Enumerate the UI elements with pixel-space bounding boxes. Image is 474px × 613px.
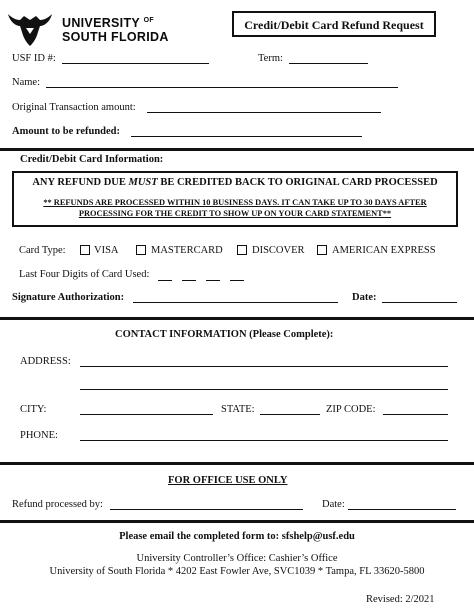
discover-label: DISCOVER <box>252 245 305 256</box>
phone-field[interactable] <box>80 440 448 441</box>
office-date-label: Date: <box>322 499 345 510</box>
office-name: University Controller’s Office: Cashier’s Office <box>136 553 338 564</box>
term-field[interactable] <box>289 63 368 64</box>
divider <box>0 317 474 320</box>
refund-notice-box <box>12 171 458 227</box>
form-title-box <box>232 11 436 37</box>
amex-label: AMERICAN EXPRESS <box>332 245 436 256</box>
card-type-label: Card Type: <box>19 245 66 256</box>
discover-checkbox[interactable] <box>237 245 247 255</box>
state-label: STATE: <box>221 404 255 415</box>
address-field-line2[interactable] <box>80 389 448 390</box>
university-name-line1: UNIVERSITY $^{OF}$ <box>62 16 154 30</box>
signature-label: Signature Authorization: <box>12 292 125 303</box>
divider <box>0 148 474 151</box>
usf-id-field[interactable] <box>62 63 209 64</box>
divider <box>0 462 474 465</box>
visa-label: VISA <box>94 245 119 256</box>
amex-checkbox[interactable] <box>317 245 327 255</box>
university-name-line2: SOUTH FLORIDA <box>62 30 169 44</box>
city-label: CITY: <box>20 404 47 415</box>
office-date-field[interactable] <box>348 509 456 510</box>
last-four-digit-3[interactable] <box>206 280 220 281</box>
refund-amount-field[interactable] <box>131 136 362 137</box>
mastercard-checkbox[interactable] <box>136 245 146 255</box>
last-four-digit-2[interactable] <box>182 280 196 281</box>
last-four-digit-1[interactable] <box>158 280 172 281</box>
refund-amount-label: Amount to be refunded: <box>12 126 121 137</box>
zip-label: ZIP CODE: <box>326 404 376 415</box>
city-field[interactable] <box>80 414 213 415</box>
address-label: ADDRESS: <box>20 356 71 367</box>
zip-field[interactable] <box>383 414 448 415</box>
email-instructions: Please email the completed form to: sfshelp@usf.edu <box>119 531 355 542</box>
visa-checkbox[interactable] <box>80 245 90 255</box>
refund-notice-line3: PROCESSING FOR THE CREDIT TO SHOW UP ON YOUR CARD STATEMENT** <box>78 209 392 218</box>
contact-heading: CONTACT INFORMATION (Please Complete): <box>115 329 334 340</box>
phone-label: PHONE: <box>20 430 58 441</box>
signature-date-label: Date: <box>352 292 377 303</box>
refund-notice-line2: ** REFUNDS ARE PROCESSED WITHIN 10 BUSINESS DAYS. IT CAN TAKE UP TO 30 DAYS AFTER <box>43 198 427 207</box>
name-label: Name: <box>12 77 40 88</box>
name-field[interactable] <box>46 87 398 88</box>
original-amount-field[interactable] <box>147 112 381 113</box>
refund-notice-main: ANY REFUND DUE MUST BE CREDITED BACK TO ORIGINAL CARD PROCESSED <box>32 177 438 188</box>
address-field-line1[interactable] <box>80 366 448 367</box>
last-four-label: Last Four Digits of Card Used: <box>19 269 150 280</box>
mastercard-label: MASTERCARD <box>151 245 223 256</box>
card-info-heading: Credit/Debit Card Information: <box>20 154 164 165</box>
term-label: Term: <box>258 53 283 64</box>
processed-by-field[interactable] <box>110 509 303 510</box>
office-address: University of South Florida * 4202 East Fowler Ave, SVC1039 * Tampa, FL 33620-5800 <box>49 566 425 577</box>
original-amount-label: Original Transaction amount: <box>12 102 136 113</box>
signature-date-field[interactable] <box>382 302 457 303</box>
usf-id-label: USF ID #: <box>12 53 56 64</box>
form-title: Credit/Debit Card Refund Request <box>244 18 424 32</box>
revision-date: Revised: 2/2021 <box>366 594 435 605</box>
last-four-digit-4[interactable] <box>230 280 244 281</box>
signature-field[interactable] <box>133 302 338 303</box>
office-use-heading: FOR OFFICE USE ONLY <box>168 475 288 486</box>
divider <box>0 520 474 523</box>
state-field[interactable] <box>260 414 320 415</box>
processed-by-label: Refund processed by: <box>12 499 103 510</box>
usf-bull-logo-icon <box>6 8 54 48</box>
